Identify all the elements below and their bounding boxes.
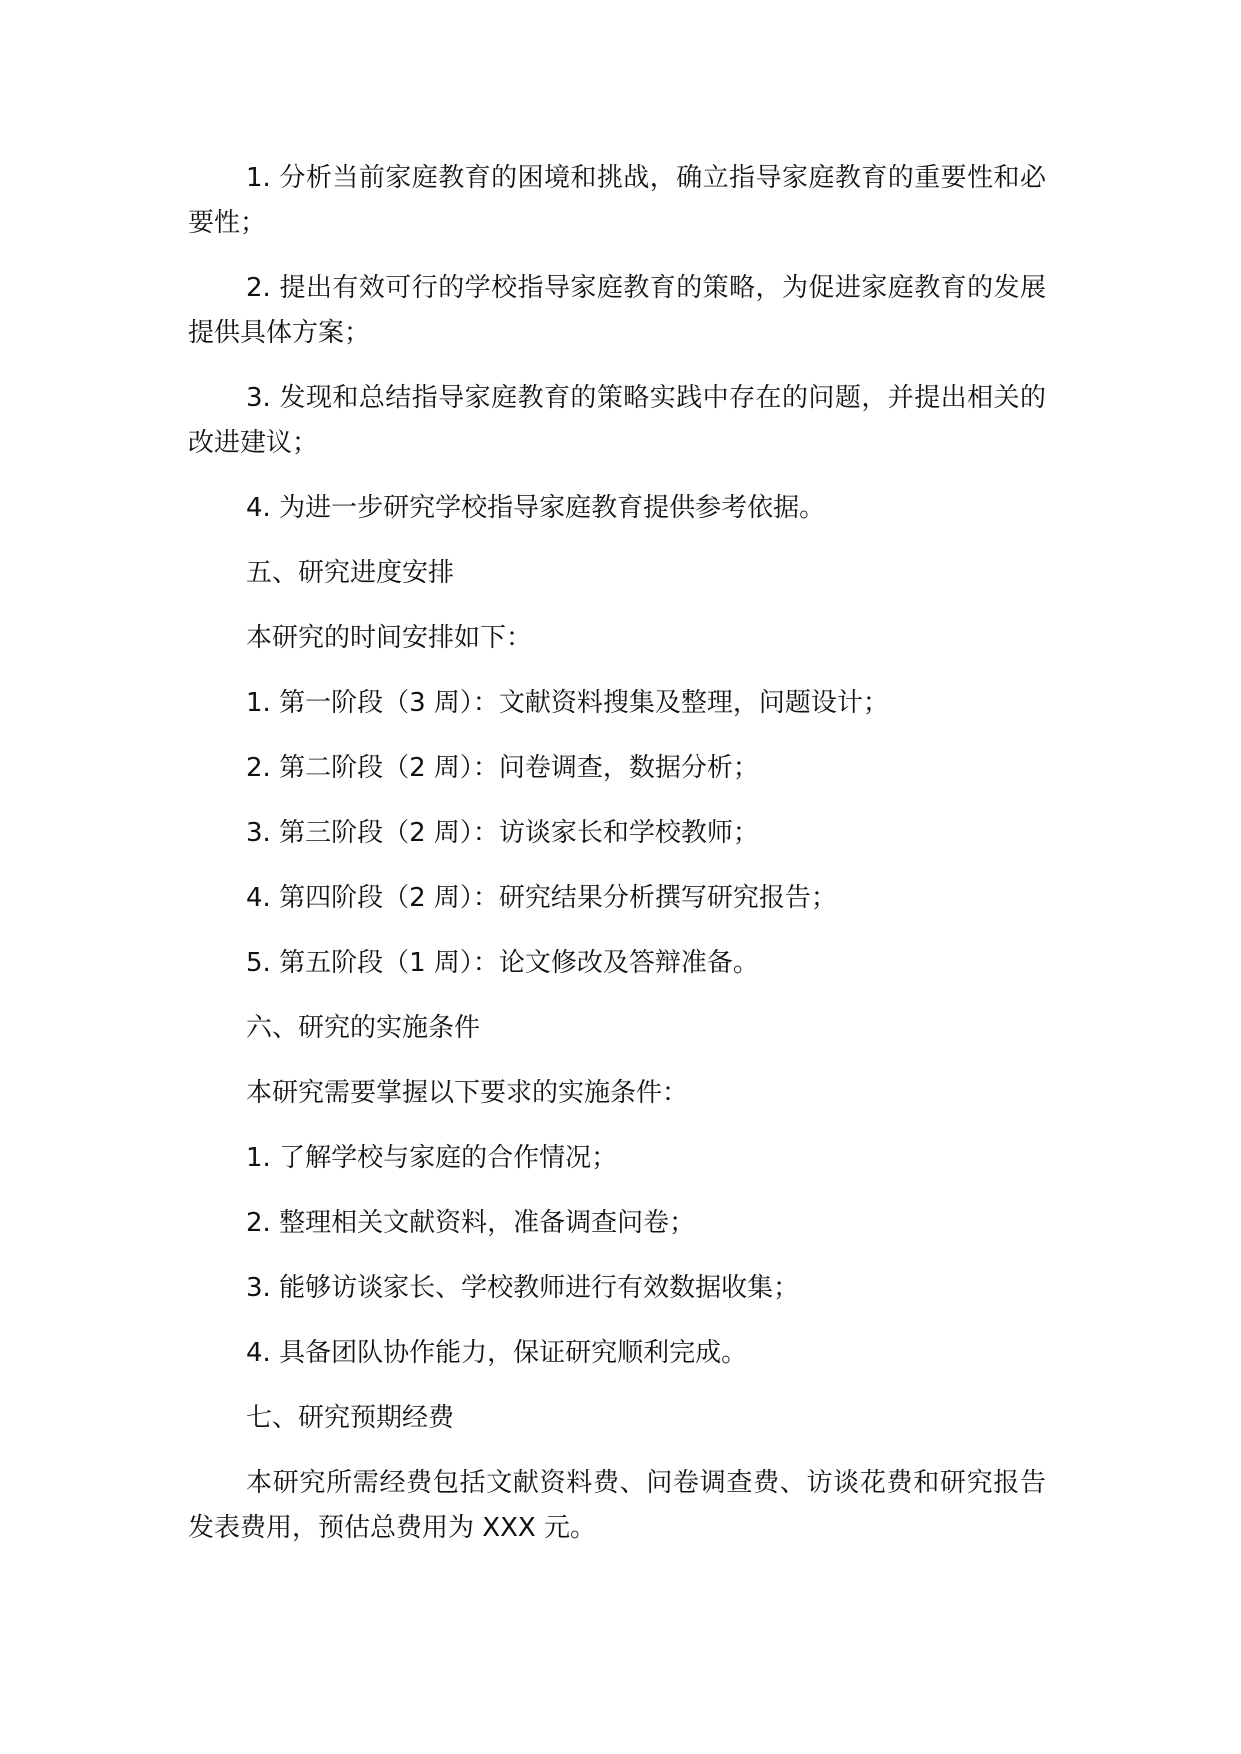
schedule-item-3: 3. 第三阶段（2 周）：访谈家长和学校教师； xyxy=(246,818,759,848)
section-heading-conditions: 六、研究的实施条件 xyxy=(246,1013,481,1043)
schedule-item-4: 4. 第四阶段（2 周）：研究结果分析撰写研究报告； xyxy=(246,883,837,913)
schedule-item-1: 1. 第一阶段（3 周）：文献资料搜集及整理，问题设计； xyxy=(246,688,889,718)
objective-1: 1. 分析当前家庭教育的困境和挑战，确立指导家庭教育的重要性和必要性； xyxy=(188,163,1046,238)
conditions-intro: 本研究需要掌握以下要求的实施条件： xyxy=(246,1078,689,1108)
schedule-intro: 本研究的时间安排如下： xyxy=(246,623,533,653)
schedule-item-2: 2. 第二阶段（2 周）：问卷调查，数据分析； xyxy=(246,753,759,783)
objective-3: 3. 发现和总结指导家庭教育的策略实践中存在的问题，并提出相关的改进建议； xyxy=(188,383,1046,458)
condition-item-2: 2. 整理相关文献资料，准备调查问卷； xyxy=(246,1208,696,1238)
condition-item-4: 4. 具备团队协作能力，保证研究顺利完成。 xyxy=(246,1338,748,1368)
document-body xyxy=(188,156,1046,1571)
condition-item-3: 3. 能够访谈家长、学校教师进行有效数据收集； xyxy=(246,1273,800,1303)
budget-text: 本研究所需经费包括文献资料费、问卷调查费、访谈花费和研究报告发表费用，预估总费用为 XXX 元。 xyxy=(188,1468,1046,1543)
objective-4: 4. 为进一步研究学校指导家庭教育提供参考依据。 xyxy=(246,493,826,523)
objective-2: 2. 提出有效可行的学校指导家庭教育的策略，为促进家庭教育的发展提供具体方案； xyxy=(188,273,1046,348)
section-heading-budget: 七、研究预期经费 xyxy=(246,1403,455,1433)
condition-item-1: 1. 了解学校与家庭的合作情况； xyxy=(246,1143,618,1173)
section-heading-schedule: 五、研究进度安排 xyxy=(246,558,455,588)
schedule-item-5: 5. 第五阶段（1 周）：论文修改及答辩准备。 xyxy=(246,948,759,978)
